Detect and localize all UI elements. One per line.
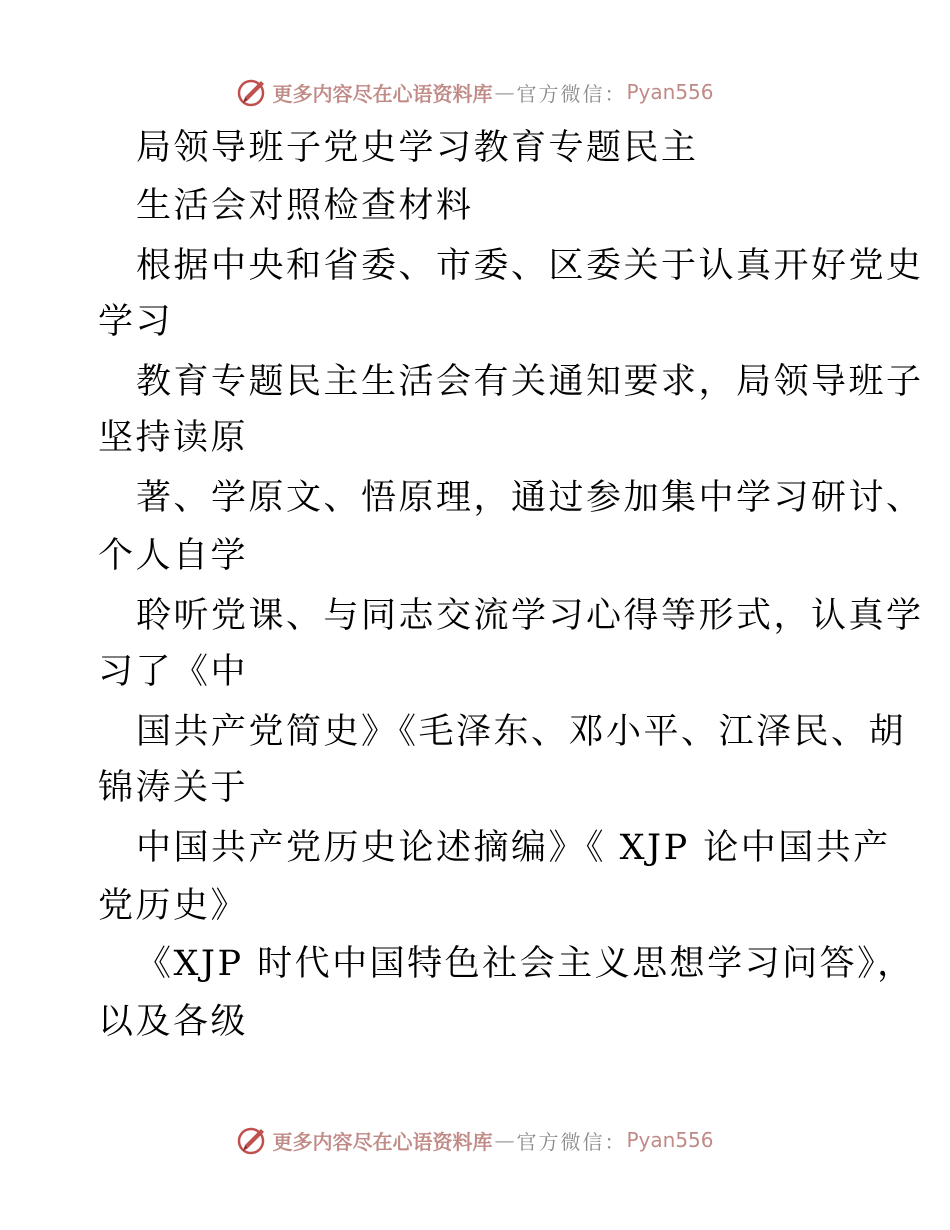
paragraph-line: 根据中央和省委、市委、区委关于认真开好党史	[136, 246, 924, 286]
paragraph-line: 著、学原文、悟原理，通过参加集中学习研讨、	[136, 478, 924, 518]
paragraph-line: 坚持读原	[98, 418, 249, 458]
pen-logo-icon	[236, 75, 270, 109]
title-line-1: 局领导班子党史学习教育专题民主	[136, 128, 699, 168]
paragraph-line: 中国共产党历史论述摘编》《 XJP 论中国共产	[136, 828, 891, 868]
paragraph-line: 学习	[98, 302, 174, 342]
paragraph-line: 习了《中	[98, 652, 249, 692]
paragraph-line: 教育专题民主生活会有关通知要求，局领导班子	[136, 362, 924, 402]
paragraph-line: 《XJP 时代中国特色社会主义思想学习问答》，	[136, 944, 915, 984]
watermark-wechat-label: 官方微信：	[516, 81, 627, 106]
watermark-dash: —	[494, 1128, 515, 1152]
watermark-wechat-id: Pyan556	[626, 80, 714, 104]
paragraph-line: 国共产党简史》《毛泽东、邓小平、江泽民、胡	[136, 712, 907, 752]
watermark-main-text: 更多内容尽在心语资料库	[272, 1129, 493, 1154]
paragraph-line: 锦涛关于	[98, 768, 249, 808]
watermark-wechat-label: 官方微信：	[516, 1129, 627, 1154]
watermark-main-text: 更多内容尽在心语资料库	[272, 81, 493, 106]
title-line-2: 生活会对照检查材料	[136, 186, 474, 226]
header-watermark	[0, 72, 950, 112]
footer-watermark	[0, 1120, 950, 1160]
pen-logo-icon	[236, 1123, 270, 1157]
paragraph-line: 党历史》	[98, 886, 249, 926]
paragraph-line: 以及各级	[98, 1002, 249, 1042]
paragraph-line: 聆听党课、与同志交流学习心得等形式，认真学	[136, 596, 924, 636]
paragraph-line: 个人自学	[98, 536, 249, 576]
watermark-dash: —	[494, 80, 515, 104]
watermark-wechat-id: Pyan556	[626, 1128, 714, 1152]
